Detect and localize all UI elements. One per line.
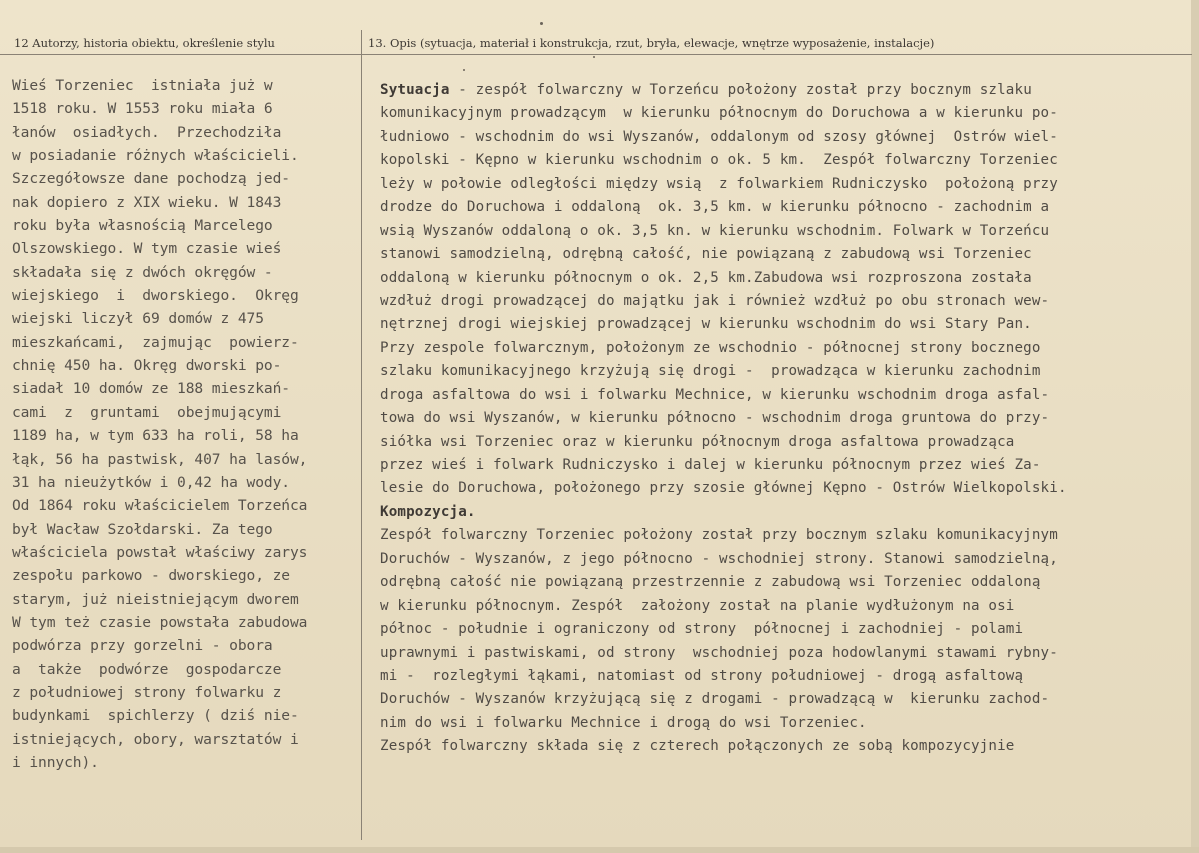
history-text-line: łąk, 56 ha pastwisk, 407 ha lasów, bbox=[12, 450, 308, 468]
description-text-line: nim do wsi i folwarku Mechnice i drogą do wsi Torzeniec. bbox=[380, 714, 867, 731]
history-text-line: wiejskiego i dworskiego. Okręg bbox=[12, 287, 299, 305]
page-edge-bottom bbox=[0, 847, 1199, 853]
history-text-line: w posiadanie różnych właścicieli. bbox=[12, 147, 299, 165]
description-text-line: północ - południe i ograniczony od strony północnej i zachodniej - polami bbox=[380, 621, 1024, 638]
history-text-line: 31 ha nieużytków i 0,42 ha wody. bbox=[12, 473, 290, 491]
header-divider bbox=[0, 54, 1192, 55]
history-text-line: siadał 10 domów ze 188 mieszkań- bbox=[12, 380, 290, 398]
history-text-line: chnię 450 ha. Okręg dworski po- bbox=[12, 357, 282, 375]
history-text-line: W tym też czasie powstała zabudowa bbox=[12, 613, 308, 631]
description-text-line-with-heading: Sytuacja - zespół folwarczny w Torzeńcu położony został przy bocznym szlaku bbox=[380, 82, 1032, 98]
description-text-line: siółka wsi Torzeniec oraz w kierunku północnym droga asfaltowa prowadząca bbox=[380, 433, 1015, 450]
paper-speck bbox=[463, 69, 465, 71]
history-text-line: 1518 roku. W 1553 roku miała 6 bbox=[12, 100, 273, 118]
history-text-line: łanów osiadłych. Przechodziła bbox=[12, 123, 282, 141]
description-text-line: lesie do Doruchowa, położonego przy szosie głównej Kępno - Ostrów Wielkopolski. bbox=[380, 480, 1067, 497]
section-heading: Sytuacja bbox=[380, 82, 450, 98]
history-text-line: 1189 ha, w tym 633 ha roli, 58 ha bbox=[12, 427, 299, 445]
description-text-line: Doruchów - Wyszanów krzyżującą się z drogami - prowadzącą w kierunku zachod- bbox=[380, 691, 1050, 708]
section-header-authors-history: 12 Autorzy, historia obiektu, określenie stylu bbox=[14, 36, 275, 50]
history-text-line: i innych). bbox=[12, 753, 99, 771]
description-text-line: mi - rozległymi łąkami, natomiast od strony południowej - drogą asfaltową bbox=[380, 667, 1024, 684]
description-text-line: Zespół folwarczny składa się z czterech połączonych ze sobą kompozycyjnie bbox=[380, 738, 1015, 755]
description-text-line: drodze do Doruchowa i oddaloną ok. 3,5 km. w kierunku północno - zachodnim a bbox=[380, 199, 1050, 216]
description-text-line: kopolski - Kępno w kierunku wschodnim o ok. 5 km. Zespół folwarczny Torzeniec bbox=[380, 152, 1058, 169]
description-text-line: stanowi samodzielną, odrębną całość, nie powiązaną z zabudową wsi Torzeniec bbox=[380, 246, 1032, 263]
description-text-line: oddaloną w kierunku północnym o ok. 2,5 km.Zabudowa wsi rozproszona została bbox=[380, 269, 1032, 286]
history-text-line: a także podwórze gospodarcze bbox=[12, 660, 282, 678]
history-text-line: Szczegółowsze dane pochodzą jed- bbox=[12, 170, 290, 188]
history-text-line: cami z gruntami obejmującymi bbox=[12, 403, 282, 421]
description-text-line: uprawnymi i pastwiskami, od strony wschodniej poza hodowlanymi stawami rybny- bbox=[380, 644, 1058, 661]
history-text-line: z południowej strony folwarku z bbox=[12, 683, 282, 701]
history-text-line: budynkami spichlerzy ( dziś nie- bbox=[12, 707, 299, 725]
section-header-description: 13. Opis (sytuacja, materiał i konstrukcja, rzut, bryła, elewacje, wnętrze wyposażenie, instalacje) bbox=[368, 36, 935, 50]
description-text-line: w kierunku północnym. Zespół założony został na planie wydłużonym na osi bbox=[380, 597, 1015, 614]
description-text-line: wsią Wyszanów oddaloną o ok. 3,5 kn. w kierunku wschodnim. Folwark w Torzeńcu bbox=[380, 222, 1050, 239]
description-text-line-with-heading bbox=[380, 501, 1170, 524]
history-text-column bbox=[12, 74, 358, 774]
history-text-line: składała się z dwóch okręgów - bbox=[12, 263, 273, 281]
description-text-line: Zespół folwarczny Torzeniec położony został przy bocznym szlaku komunikacyjnym bbox=[380, 527, 1058, 544]
history-text-line: Wieś Torzeniec istniała już w bbox=[12, 77, 273, 94]
paper-speck bbox=[593, 56, 595, 58]
history-text-line: właściciela powstał właściwy zarys bbox=[12, 543, 308, 561]
history-text-line: wiejski liczył 69 domów z 475 bbox=[12, 310, 264, 328]
description-text-line: nętrznej drogi wiejskiej prowadzącej w kierunku wschodnim do wsi Stary Pan. bbox=[380, 316, 1032, 333]
history-text-line: podwórza przy gorzelni - obora bbox=[12, 637, 273, 655]
history-text-line: istniejących, obory, warsztatów i bbox=[12, 730, 299, 748]
history-text-line: starym, już nieistniejącym dworem bbox=[12, 590, 299, 608]
paper-speck bbox=[540, 22, 543, 25]
page-edge-right bbox=[1191, 0, 1199, 853]
description-text-line: Przy zespole folwarcznym, położonym ze wschodnio - północnej strony bocznego bbox=[380, 339, 1041, 356]
history-text-line: Od 1864 roku właścicielem Torzeńca bbox=[12, 497, 308, 515]
description-text-line: wzdłuż drogi prowadzącej do majątku jak i również wzdłuż po obu stronach wew- bbox=[380, 292, 1050, 309]
history-text-line: roku była własnością Marcelego bbox=[12, 217, 273, 235]
description-text-line: towa do wsi Wyszanów, w kierunku północno - wschodnim droga gruntowa do przy- bbox=[380, 410, 1050, 427]
description-text-line: komunikacyjnym prowadzącym w kierunku północnym do Doruchowa a w kierunku po- bbox=[380, 105, 1058, 122]
description-text-line: przez wieś i folwark Rudniczysko i dalej w kierunku północnym przez wieś Za- bbox=[380, 457, 1041, 473]
history-text-line: zespołu parkowo - dworskiego, ze bbox=[12, 567, 290, 585]
description-text-line: szlaku komunikacyjnego krzyżują się drogi - prowadząca w kierunku zachodnim bbox=[380, 363, 1041, 380]
history-text-line: Olszowskiego. W tym czasie wieś bbox=[12, 240, 282, 258]
description-text-column bbox=[380, 79, 1170, 759]
description-text-line: Doruchów - Wyszanów, z jego północno - wschodniej strony. Stanowi samodzielną, bbox=[380, 550, 1058, 567]
history-text-line: nak dopiero z XIX wieku. W 1843 bbox=[12, 193, 282, 211]
description-text-line: odrębną całość nie powiązaną przestrzennie z zabudową wsi Torzeniec oddaloną bbox=[380, 574, 1041, 591]
description-text-line: leży w połowie odległości między wsią z folwarkiem Rudniczysko położoną przy bbox=[380, 175, 1058, 192]
description-text-line: droga asfaltowa do wsi i folwarku Mechnice, w kierunku wschodnim droga asfal- bbox=[380, 386, 1050, 403]
history-text-line: był Wacław Szołdarski. Za tego bbox=[12, 520, 273, 538]
history-text-line: mieszkańcami, zajmując powierz- bbox=[12, 333, 299, 351]
section-heading: Kompozycja. bbox=[380, 503, 476, 520]
description-text-line: łudniowo - wschodnim do wsi Wyszanów, oddalonym od szosy głównej Ostrów wiel- bbox=[380, 128, 1058, 145]
column-divider bbox=[361, 30, 362, 840]
